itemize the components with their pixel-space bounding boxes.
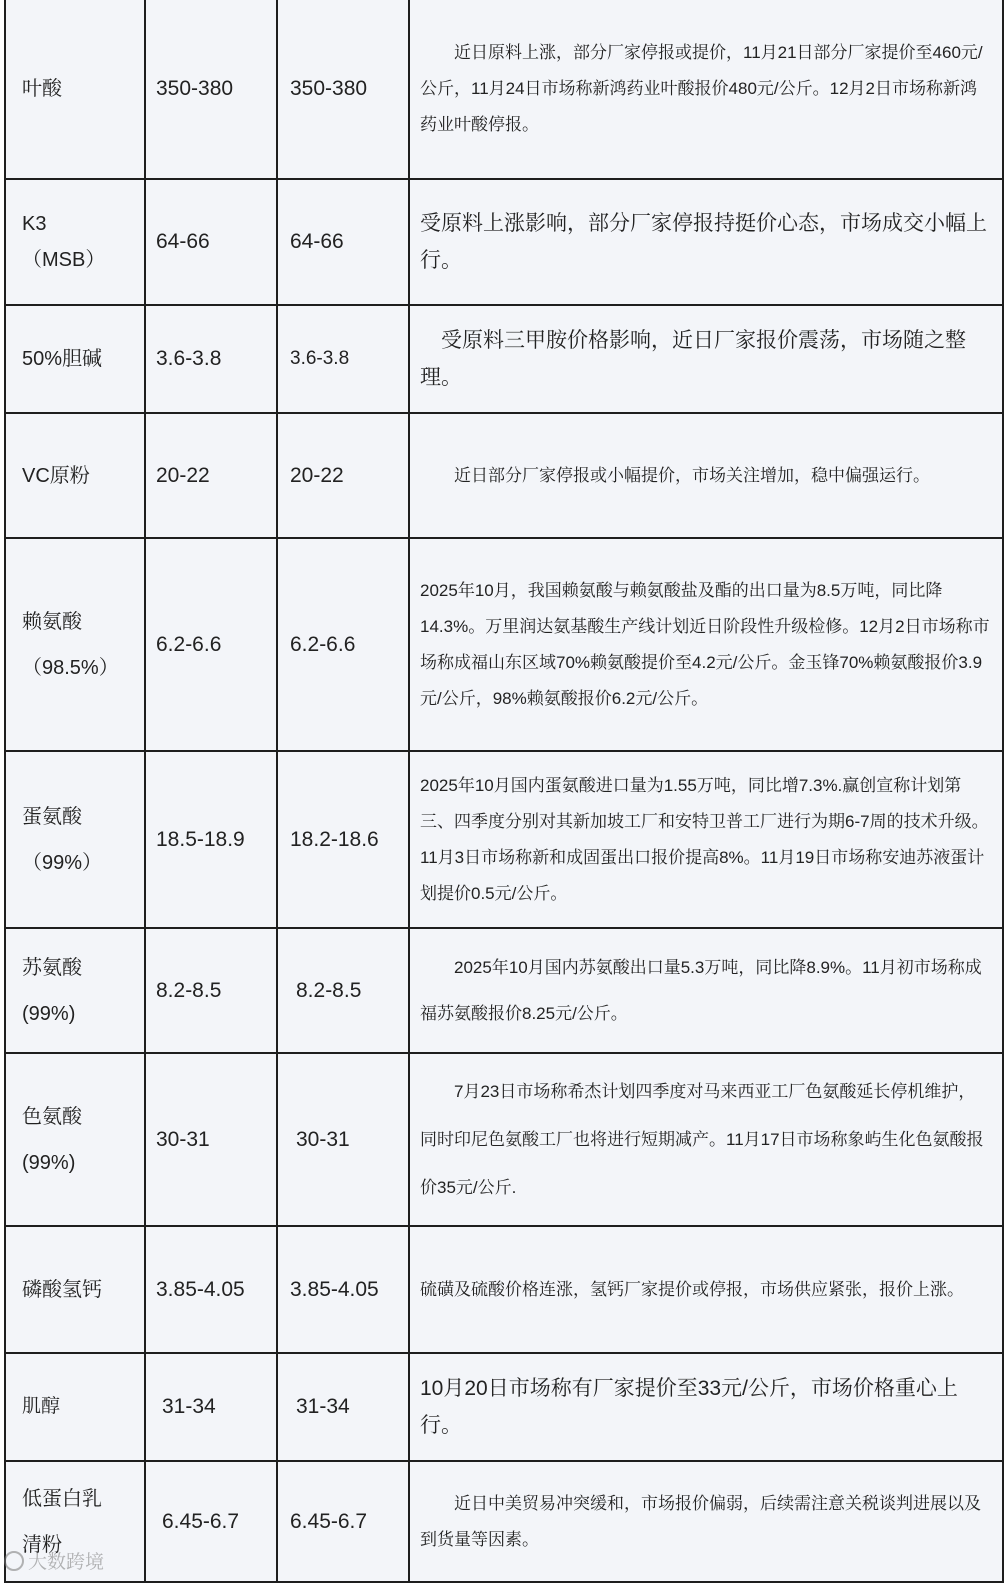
table-row xyxy=(5,0,1003,179)
price-prev: 31-34 xyxy=(145,1353,277,1461)
price-prev: 8.2-8.5 xyxy=(145,928,277,1053)
product-name-line: （98.5%） xyxy=(22,645,144,691)
product-name xyxy=(5,179,145,305)
price-prev: 30-31 xyxy=(145,1053,277,1226)
table-row xyxy=(5,928,1003,1053)
price-table xyxy=(4,0,1004,1583)
price-current: 18.2-18.6 xyxy=(277,751,409,928)
product-name-line: 蛋氨酸 xyxy=(22,794,144,840)
product-name xyxy=(5,751,145,928)
market-note: 10月20日市场称有厂家提价至33元/公斤，市场价格重心上行。 xyxy=(409,1353,1003,1461)
market-note: 2025年10月国内蛋氨酸进口量为1.55万吨，同比增7.3%.赢创宣称计划第三、四季度分别对其新加坡工厂和安特卫普工厂进行为期6-7周的技术升级。11月3日市场称新和成固蛋出口报价提高8%。11月19日市场称安迪苏液蛋计划提价0.5元/公斤。 xyxy=(409,751,1003,928)
table-row xyxy=(5,538,1003,751)
product-name-line: 色氨酸 xyxy=(22,1094,144,1140)
table-row xyxy=(5,1226,1003,1353)
watermark xyxy=(4,1547,104,1574)
product-name: 50%胆碱 xyxy=(5,305,145,413)
product-name: 叶酸 xyxy=(5,0,145,179)
price-prev: 3.85-4.05 xyxy=(145,1226,277,1353)
price-current: 64-66 xyxy=(277,179,409,305)
product-name xyxy=(5,538,145,751)
product-name-line: 低蛋白乳 xyxy=(22,1476,144,1522)
product-name: VC原粉 xyxy=(5,413,145,538)
table-row xyxy=(5,751,1003,928)
price-current: 6.45-6.7 xyxy=(277,1461,409,1582)
market-note: 近日原料上涨，部分厂家停报或提价，11月21日部分厂家提价至460元/公斤，11月24日市场称新鸿药业叶酸报价480元/公斤。12月2日市场称新鸿药业叶酸停报。 xyxy=(409,0,1003,179)
price-current: 3.6-3.8 xyxy=(277,305,409,413)
price-prev: 20-22 xyxy=(145,413,277,538)
product-name: 磷酸氢钙 xyxy=(5,1226,145,1353)
table-row xyxy=(5,1353,1003,1461)
price-current: 30-31 xyxy=(277,1053,409,1226)
table-row xyxy=(5,1053,1003,1226)
product-name xyxy=(5,928,145,1053)
price-current: 6.2-6.6 xyxy=(277,538,409,751)
price-prev: 64-66 xyxy=(145,179,277,305)
table-row xyxy=(5,413,1003,538)
price-current: 31-34 xyxy=(277,1353,409,1461)
product-name-line: （MSB） xyxy=(22,242,144,278)
watermark-text: 大数跨境 xyxy=(28,1547,104,1574)
market-note: 受原料上涨影响，部分厂家停报持挺价心态，市场成交小幅上行。 xyxy=(409,179,1003,305)
price-current: 20-22 xyxy=(277,413,409,538)
market-note: 2025年10月国内苏氨酸出口量5.3万吨，同比降8.9%。11月初市场称成福苏氨酸报价8.25元/公斤。 xyxy=(409,928,1003,1053)
watermark-logo-icon xyxy=(4,1551,24,1571)
product-name-line: (99%) xyxy=(22,991,144,1037)
product-name-line: (99%) xyxy=(22,1140,144,1186)
product-name-line: 清粉 xyxy=(22,1522,144,1568)
price-current: 3.85-4.05 xyxy=(277,1226,409,1353)
price-prev: 6.2-6.6 xyxy=(145,538,277,751)
price-prev: 350-380 xyxy=(145,0,277,179)
product-name-line: （99%） xyxy=(22,840,144,886)
price-current: 350-380 xyxy=(277,0,409,179)
product-name-line: 赖氨酸 xyxy=(22,599,144,645)
market-note: 2025年10月，我国赖氨酸与赖氨酸盐及酯的出口量为8.5万吨，同比降14.3%。万里润达氨基酸生产线计划近日阶段性升级检修。12月2日市场称市场称成福山东区域70%赖氨酸提价至4.2元/公斤。金玉锋70%赖氨酸报价3.9元/公斤，98%赖氨酸报价6.2元/公斤。 xyxy=(409,538,1003,751)
price-prev: 6.45-6.7 xyxy=(145,1461,277,1582)
market-note: 硫磺及硫酸价格连涨，氢钙厂家提价或停报，市场供应紧张，报价上涨。 xyxy=(409,1226,1003,1353)
price-current: 8.2-8.5 xyxy=(277,928,409,1053)
product-name-line: 苏氨酸 xyxy=(22,945,144,991)
product-name xyxy=(5,1053,145,1226)
product-name-line: K3 xyxy=(22,206,144,242)
table-row xyxy=(5,305,1003,413)
price-prev: 3.6-3.8 xyxy=(145,305,277,413)
table-row xyxy=(5,179,1003,305)
product-name: 肌醇 xyxy=(5,1353,145,1461)
market-note: 近日部分厂家停报或小幅提价，市场关注增加，稳中偏强运行。 xyxy=(409,413,1003,538)
market-note: 受原料三甲胺价格影响，近日厂家报价震荡，市场随之整理。 xyxy=(409,305,1003,413)
market-note: 7月23日市场称希杰计划四季度对马来西亚工厂色氨酸延长停机维护，同时印尼色氨酸工厂也将进行短期减产。11月17日市场称象屿生化色氨酸报价35元/公斤. xyxy=(409,1053,1003,1226)
table-row xyxy=(5,1461,1003,1582)
price-prev: 18.5-18.9 xyxy=(145,751,277,928)
market-note: 近日中美贸易冲突缓和，市场报价偏弱，后续需注意关税谈判进展以及到货量等因素。 xyxy=(409,1461,1003,1582)
